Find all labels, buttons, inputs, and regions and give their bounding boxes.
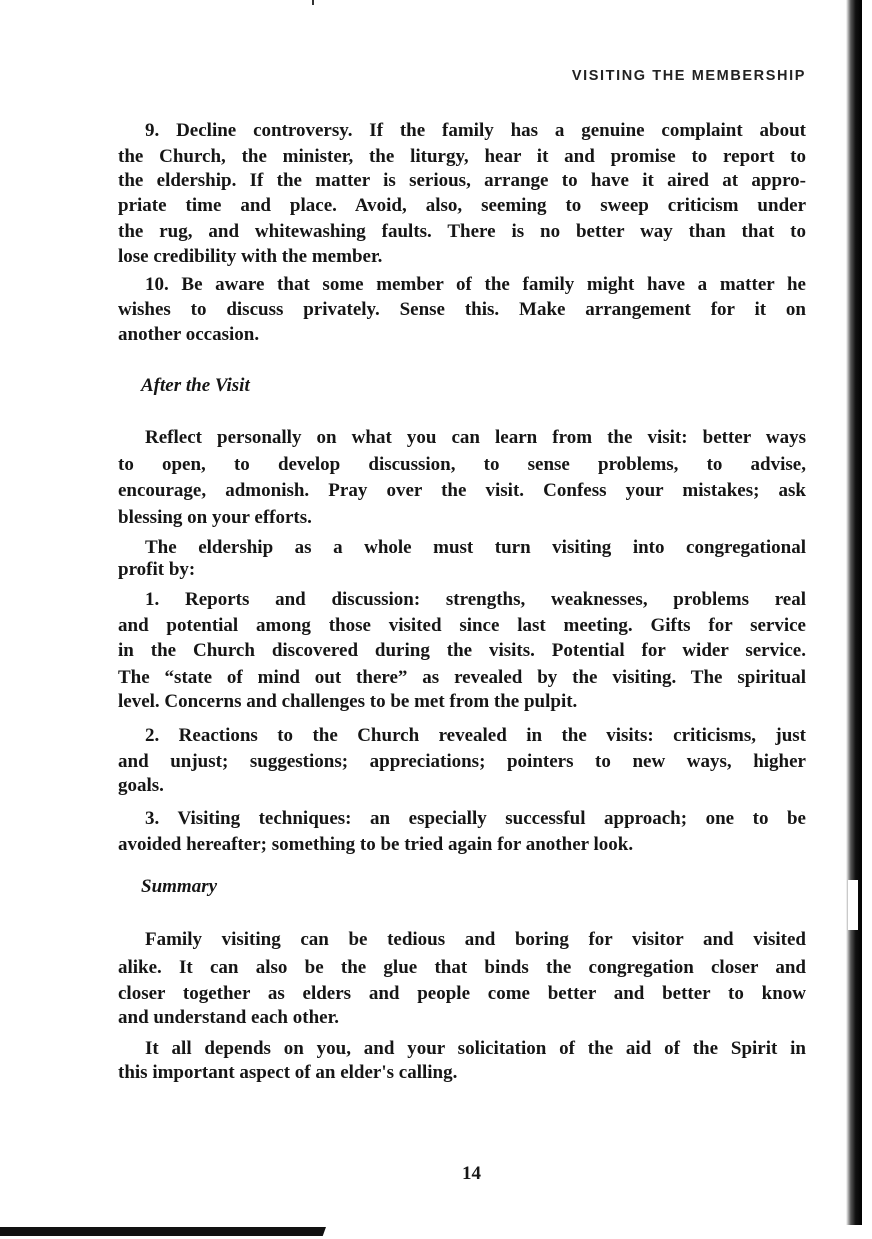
text-line: and potential among those visited since last meeting. Gifts for service — [118, 615, 806, 636]
running-header: VISITING THE MEMBERSHIP — [571, 68, 806, 84]
text-line: and understand each other. — [118, 1007, 340, 1028]
text-line: wishes to discuss privately. Sense this. Make arrangement for it on — [118, 299, 806, 320]
text-line: another occasion. — [118, 324, 260, 345]
text-line: 10. Be aware that some member of the family might have a matter he — [145, 274, 806, 295]
text-line: 1. Reports and discussion: strengths, weaknesses, problems real — [145, 589, 806, 610]
text-line: blessing on your efforts. — [118, 507, 312, 528]
text-line: profit by: — [118, 559, 196, 580]
scan-edge-gap — [848, 880, 858, 930]
text-line: The “state of mind out there” as revealed by the visiting. The spiritual — [118, 667, 806, 688]
text-line: alike. It can also be the glue that binds the congregation closer and — [118, 957, 806, 978]
text-line: 9. Decline controversy. If the family has a genuine complaint about — [145, 120, 806, 141]
text-line: the Church, the minister, the liturgy, hear it and promise to report to — [118, 146, 806, 167]
text-line: and unjust; suggestions; appreciations; pointers to new ways, higher — [118, 751, 806, 772]
text-line: this important aspect of an elder's calling. — [118, 1062, 458, 1083]
text-line: closer together as elders and people come better and better to know — [118, 983, 806, 1004]
page-number: 14 — [462, 1163, 481, 1184]
text-line: It all depends on you, and your solicitation of the aid of the Spirit in — [145, 1038, 806, 1059]
text-line: goals. — [118, 775, 164, 796]
text-line: 2. Reactions to the Church revealed in the visits: criticisms, just — [145, 725, 806, 746]
text-line: level. Concerns and challenges to be met from the pulpit. — [118, 691, 578, 712]
section-heading: Summary — [141, 876, 218, 897]
text-line: to open, to develop discussion, to sense problems, to advise, — [118, 454, 806, 475]
text-line: 3. Visiting techniques: an especially successful approach; one to be — [145, 808, 806, 829]
text-line: Family visiting can be tedious and boring for visitor and visited — [145, 929, 806, 950]
text-line: The eldership as a whole must turn visiting into congregational — [145, 537, 806, 558]
text-line: encourage, admonish. Pray over the visit. Confess your mistakes; ask — [118, 480, 806, 501]
text-line: avoided hereafter; something to be tried again for another look. — [118, 834, 634, 855]
section-heading: After the Visit — [141, 375, 250, 396]
scan-edge-shadow — [846, 0, 862, 1225]
text-line: Reflect personally on what you can learn from the visit: better ways — [145, 427, 806, 448]
text-line: priate time and place. Avoid, also, seeming to sweep criticism under — [118, 195, 806, 216]
text-line: lose credibility with the member. — [118, 246, 383, 267]
text-line: the rug, and whitewashing faults. There is no better way than that to — [118, 221, 806, 242]
scan-mark — [312, 0, 314, 5]
text-line: in the Church discovered during the visits. Potential for wider service. — [118, 640, 806, 661]
text-line: the eldership. If the matter is serious, arrange to have it aired at appro- — [118, 170, 806, 191]
scan-bottom-bar — [0, 1227, 326, 1236]
